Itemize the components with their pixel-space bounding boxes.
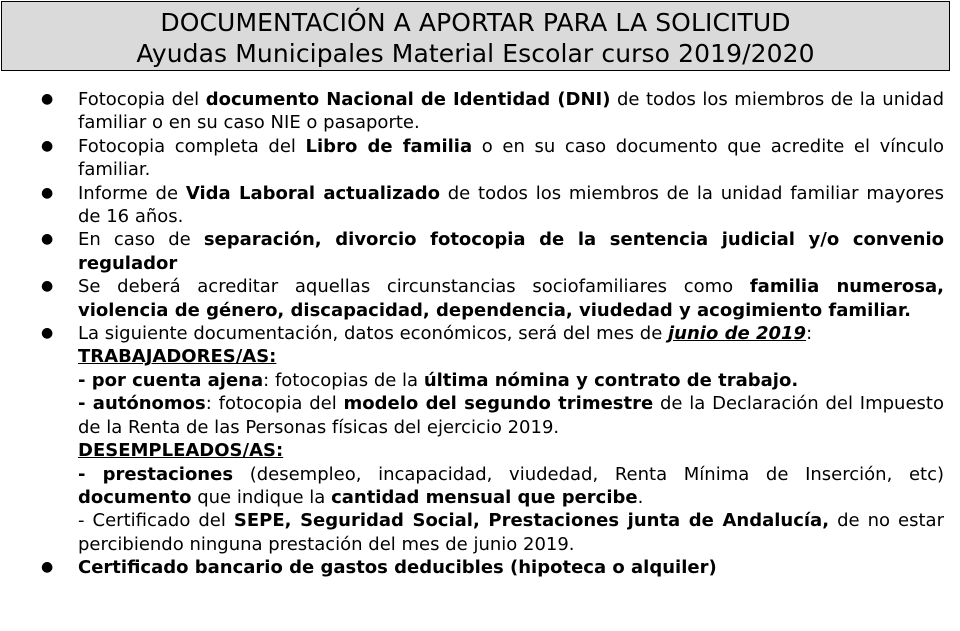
- list-item-datos-economicos: ● La siguiente documentación, datos económicos, será del mes de junio de 2019:: [41, 323, 813, 345]
- bullet-icon: ●: [41, 325, 54, 342]
- bullet-icon: ●: [41, 559, 54, 576]
- document-subtitle: Ayudas Municipales Material Escolar curso 2019/2020: [136, 39, 815, 68]
- bullet-icon: ●: [41, 91, 54, 107]
- bullet-icon: ●: [41, 137, 54, 154]
- list-item-libro-familia: ● Fotocopia completa del Libro de familia o en su caso documento que acredite el vínculo familiar.: [41, 135, 945, 181]
- bullet-icon: ●: [41, 231, 54, 248]
- list-item-certificado-bancario: ● Certificado bancario de gastos deducibles (hipoteca o alquiler): [41, 557, 717, 579]
- document-title: DOCUMENTACIÓN A APORTAR PARA LA SOLICITUD: [160, 8, 791, 37]
- desempleados-heading: DESEMPLEADOS/AS:: [78, 440, 284, 462]
- list-item-circunstancias: ● Se deberá acreditar aquellas circunstancias sociofamiliares como familia numerosa, violencia de género, discapacidad, dependencia, viudedad y acogimiento familiar.: [41, 276, 944, 321]
- bullet-icon: ●: [41, 184, 54, 201]
- list-item-dni: ● Fotocopia del documento Nacional de Identidad (DNI) de todos los miembros de la unidad familiar o en su caso NIE o pasaporte.: [41, 89, 945, 134]
- trabajadores-heading: TRABAJADORES/AS:: [78, 346, 277, 368]
- bullet-icon: ●: [41, 278, 54, 295]
- list-item-separacion: ● En caso de separación, divorcio fotocopia de la sentencia judicial y/o convenio regulador: [41, 229, 944, 274]
- list-item-vida-laboral: ● Informe de Vida Laboral actualizado de todos los miembros de la unidad familiar mayores de 16 años.: [41, 182, 944, 228]
- title-box: [1, 1, 950, 71]
- certificado-sepe-line: - Certificado del SEPE, Seguridad Social, Prestaciones junta de Andalucía, de no estar percibiendo ninguna prestación del mes de junio 2019.: [78, 510, 944, 555]
- cuenta-ajena-line: - por cuenta ajena: fotocopias de la última nómina y contrato de trabajo.: [78, 369, 799, 391]
- requirements-list: [0, 88, 960, 580]
- prestaciones-line: - prestaciones (desempleo, incapacidad, viudedad, Renta Mínima de Inserción, etc) documento que indique la cantidad mensual que percibe.: [78, 463, 944, 508]
- autonomos-line: - autónomos: fotocopia del modelo del segundo trimestre de la Declaración del Impuesto de la Renta de las Personas físicas del ejercicio 2019.: [78, 393, 944, 438]
